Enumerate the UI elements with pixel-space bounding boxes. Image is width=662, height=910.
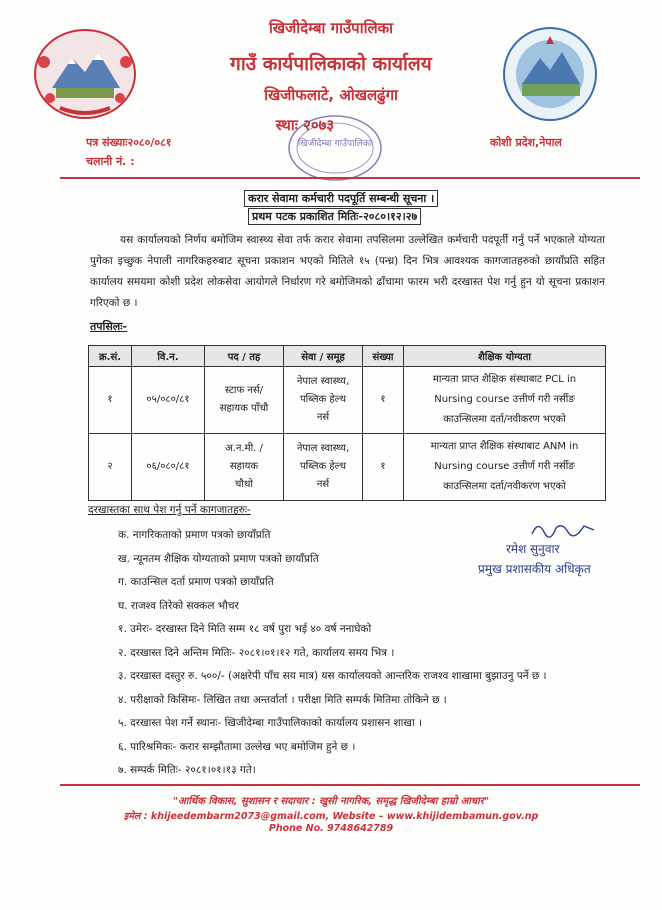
qualification-line: Nursing course उत्तीर्ण गरी नर्सीङ <box>434 394 575 405</box>
cell-qualification <box>404 367 606 434</box>
province-label: कोशी प्रदेश,नेपाल <box>490 136 562 149</box>
cell-count: १ <box>363 367 404 434</box>
cell-count: १ <box>363 434 404 501</box>
cell-service <box>284 434 363 501</box>
post-line: सहायक <box>229 461 259 472</box>
cell-post <box>205 434 284 501</box>
cell-sn: १ <box>89 367 132 434</box>
post-line: स्टाफ नर्स/ <box>224 385 264 396</box>
office-stamp-icon <box>285 112 385 184</box>
header-sn: क्र.सं. <box>89 346 132 367</box>
list-item: १. उमेरः- दरखास्त दिने मिति सम्म १८ वर्ष पुरा भई ४० वर्ष ननाघेको <box>118 623 372 635</box>
published-date: प्रथम पटक प्रकाशित मितिः-२०८०।१२।२७ <box>248 208 421 225</box>
list-item: ६. पारिश्रमिकः- करार सम्झौतामा उल्लेख भए बमोजिम हुने छ । <box>118 740 356 753</box>
table-header-row <box>89 346 606 367</box>
list-item: ४. परीक्षाको किसिमः- लिखित तथा अन्तर्वार्ता । परीक्षा मिति सम्पर्क मितिमा तोकिने छ । <box>118 693 447 706</box>
table-row <box>89 367 606 434</box>
footer-phone: Phone No. 9748642789 <box>268 823 394 834</box>
cell-vn: ०५/०८०/८१ <box>132 367 205 434</box>
header-vn: वि.न. <box>132 346 205 367</box>
cell-service <box>284 367 363 434</box>
dispatch-number: चलानी नं. : <box>86 155 135 168</box>
cell-post <box>205 367 284 434</box>
establishment-year: स्थाः २०७३ <box>275 116 335 134</box>
post-line: चौथो <box>235 479 253 490</box>
table-row <box>89 434 606 501</box>
cell-qualification <box>404 434 606 501</box>
signatory-post: प्रमुख प्रशासकीय अधिकृत <box>478 562 591 576</box>
service-line: नर्स <box>316 479 330 490</box>
municipality-name: खिजीदेम्बा गाउँपालिका <box>268 19 394 37</box>
footer-contact: इमेल : khijeedembarm2073@gmail.com, Website – www.khijidembamun.gov.np <box>123 811 539 822</box>
post-line: अ.न.मी. / <box>225 443 263 454</box>
service-line: नेपाल स्वास्थ्य, <box>296 376 350 387</box>
qualification-line: मान्यता प्राप्त शैक्षिक संस्थाबाट ANM in <box>430 441 579 452</box>
handwritten-signature-icon <box>528 518 598 540</box>
qualification-line: काउन्सिलमा दर्ता/नवीकरण भएको <box>443 414 566 425</box>
post-line: सहायक पाँचौ <box>219 403 269 414</box>
header-divider <box>60 177 640 179</box>
service-line: नेपाल स्वास्थ्य, <box>296 443 350 454</box>
cell-sn: २ <box>89 434 132 501</box>
header-qualification: शैक्षिक योग्यता <box>404 346 606 367</box>
list-item: ३. दरखास्त दस्तुर रु. ५००/- (अक्षरेपी पाँच सय मात्र) यस कार्यालयको आन्तरिक राजश्व शाखामा बुझाउनु पर्ने छ । <box>118 670 547 682</box>
documents-heading: दरखास्तका साथ पेश गर्नु पर्ने कागजातहरुः- <box>88 504 251 516</box>
cell-vn: ०६/०८०/८१ <box>132 434 205 501</box>
details-heading: तपसिलः- <box>90 320 128 333</box>
service-line: नर्स <box>316 412 330 423</box>
footer-slogan: "आर्थिक विकास, सुशासन र सदाचार : खुसी नागरिक, समृद्ध खिजीदेम्बा हाम्रो आधार" <box>172 796 490 807</box>
notice-body: यस कार्यालयको निर्णय बमोजिम स्वास्थ्य सेवा तर्फ करार सेवामा तपसिलमा उल्लेखित कर्मचारी पदपूर्ती गर्नु पर्ने भएकाले योग्यता पुगेका इच्छुक नेपाली नागरिकहरुबाट सूचना प्रकाशन भएको मितिले १५ (पन्ध्र) दिन भित्र आवश्यक कागजातहरुको छायाँप्रति सहित कार्यालय समयमा कोशी प्रदेश लोकसेवा आयोगले निर्धारण गरे बमोजिमको ढाँचामा फारम भरी दरखास्त पेश गर्नु हुन यो सूचना प्रकाशन गरिएको छ । <box>90 234 605 309</box>
reference-number: पत्र संख्याः२०८०/०८१ <box>86 136 172 149</box>
service-line: पब्लिक हेल्थ <box>299 461 347 472</box>
list-item: ख. न्यूनतम शैक्षिक योग्यताको प्रमाण पत्रको छायाँप्रति <box>118 552 319 565</box>
list-item: ७. सम्पर्क मितिः- २०८१।०१।१३ गते। <box>118 764 256 776</box>
list-item: २. दरखास्त दिने अन्तिम मितिः- २०८१।०१।१२ गते, कार्यालय समय भित्र । <box>118 646 395 659</box>
header-count: संख्या <box>363 346 404 367</box>
qualification-line: Nursing course उत्तीर्ण गरी नर्सीङ <box>434 461 575 472</box>
service-line: पब्लिक हेल्थ <box>299 394 347 405</box>
header-post: पद / तह <box>205 346 284 367</box>
qualification-line: मान्यता प्राप्त शैक्षिक संस्थाबाट PCL in <box>432 374 577 385</box>
footer-divider <box>60 784 640 786</box>
office-name: गाउँ कार्यपालिकाको कार्यालय <box>230 53 432 75</box>
list-item: क. नागरिकताको प्रमाण पत्रको छायाँप्रति <box>118 529 271 541</box>
notice-subject: करार सेवामा कर्मचारी पदपूर्ति सम्बन्धी सूचना । <box>244 190 438 207</box>
list-item: ५. दरखास्त पेश गर्ने स्थानः- खिजीदेम्बा गाउँपालिकाको कार्यालय प्रशासन शाखा । <box>118 717 423 729</box>
header-service: सेवा / समूह <box>284 346 363 367</box>
list-item: घ. राजश्व तिरेको सक्कल भौचर <box>118 599 239 612</box>
list-item: ग. काउन्सिल दर्ता प्रमाण पत्रको छायाँप्रति <box>118 576 274 588</box>
office-location: खिजीफलाटे, ओखलढुंगा <box>264 86 398 104</box>
stamp-text: खिजीदेम्बा गाउँपालिका <box>297 139 373 149</box>
signatory-name: रमेश सुनुवार <box>506 542 560 556</box>
qualification-line: काउन्सिलमा दर्ता/नवीकरण भएको <box>443 481 566 492</box>
vacancy-table <box>88 345 606 501</box>
